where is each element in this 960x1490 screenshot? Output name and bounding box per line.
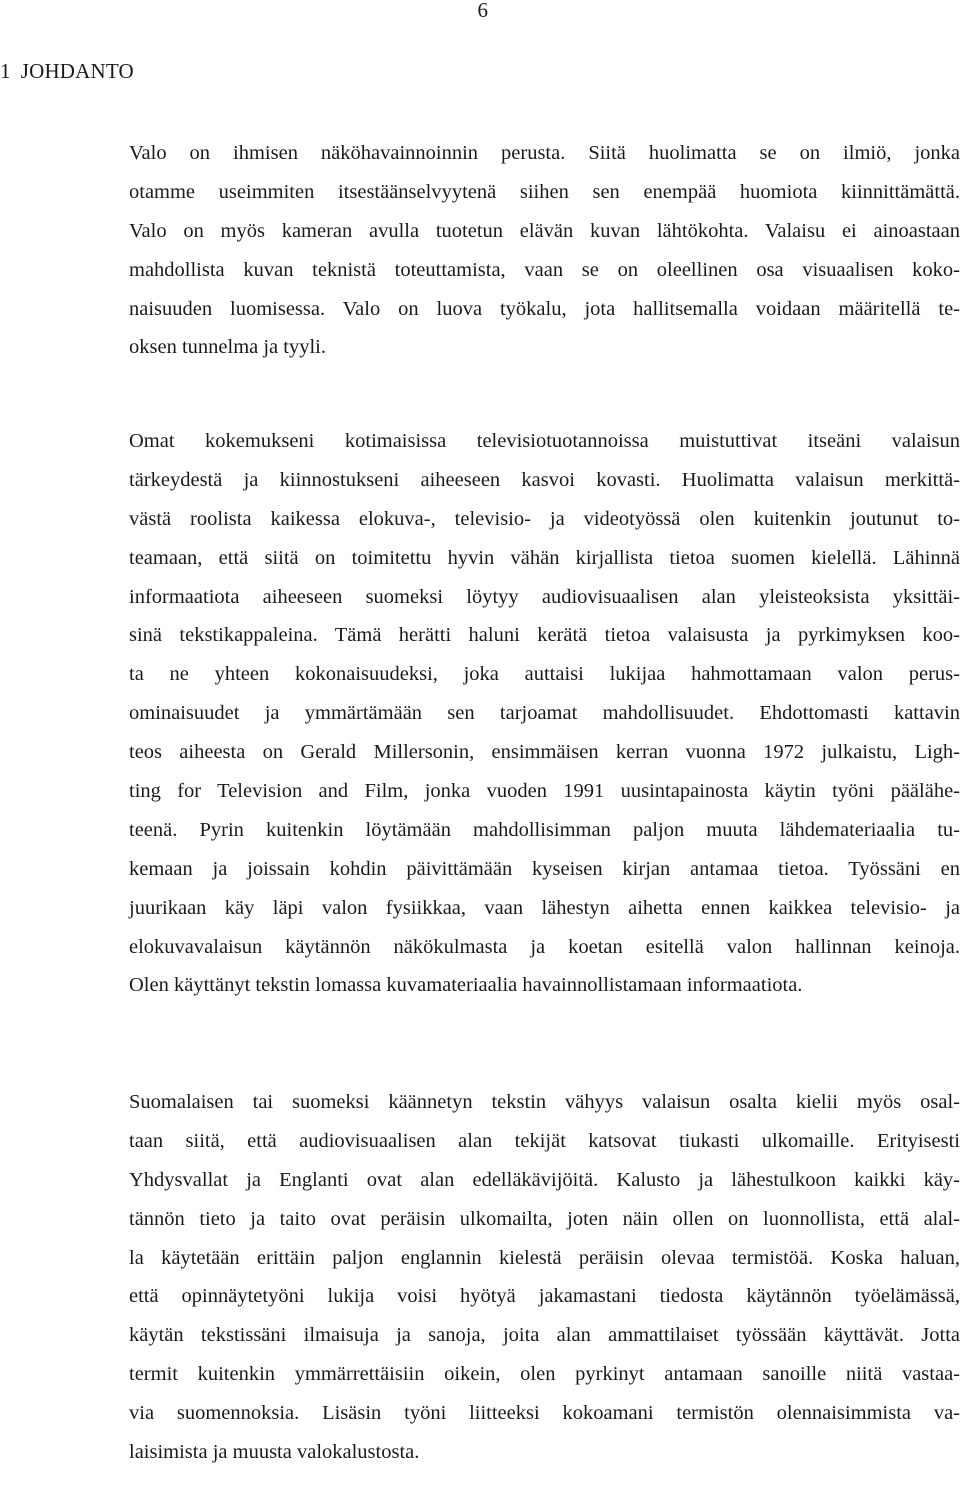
text-line: Suomalaisen tai suomeksi käännetyn tekstin vähyys valaisun osalta kielii myös osal- — [129, 1091, 960, 1113]
text-line: Olen käyttänyt tekstin lomassa kuvamateriaalia havainnollistamaan informaatiota. — [129, 974, 803, 997]
text-line: oksen tunnelma ja tyyli. — [129, 336, 326, 359]
chapter-heading — [0, 59, 134, 84]
text-line: teenä. Pyrin kuitenkin löytämään mahdollisimman paljon muuta lähdemateriaalia tu- — [129, 818, 960, 841]
text-line: otamme useimmiten itsestäänselvyytenä siihen sen enempää huomiota kiinnittämättä. — [129, 180, 960, 203]
text-line: teos aiheesta on Gerald Millersonin, ensimmäisen kerran vuonna 1972 julkaistu, Ligh- — [129, 741, 960, 764]
text-line: että opinnäytetyöni lukija voisi hyötyä jakamastani tiedosta käytännön työelämässä, — [129, 1285, 960, 1308]
text-line: laisimista ja muusta valokalustosta. — [129, 1441, 420, 1464]
text-line: Valo on ihmisen näköhavainnoinnin perusta. Siitä huolimatta se on ilmiö, jonka — [129, 142, 960, 164]
text-line: ta ne yhteen kokonaisuudeksi, joka auttaisi lukijaa hahmottamaan valon perus- — [129, 663, 960, 686]
text-line: ting for Television and Film, jonka vuoden 1991 uusintapainosta käytin työni päälähe- — [129, 780, 960, 803]
text-line: mahdollista kuvan teknistä toteuttamista, vaan se on oleellinen osa visuaalisen koko- — [129, 258, 960, 281]
text-line: kemaan ja joissain kohdin päivittämään kyseisen kirjan antamaa tietoa. Työssäni en — [129, 857, 960, 880]
chapter-title: JOHDANTO — [20, 59, 134, 83]
text-line: tännön tieto ja taito ovat peräisin ulkomailta, joten näin ollen on luonnollista, että alal- — [129, 1207, 960, 1230]
paragraph-1 — [129, 134, 960, 367]
text-line: käytän tekstissäni ilmaisuja ja sanoja, joita alan ammattilaiset työssään käyttävät. Jotta — [129, 1324, 960, 1347]
text-line: sinä tekstikappaleina. Tämä herätti haluni kerätä tietoa valaisusta ja pyrkimyksen koo- — [129, 624, 960, 647]
text-line: västä roolista kaikessa elokuva-, televisio- ja videotyössä olen kuitenkin joutunut to- — [129, 507, 960, 530]
text-line: Valo on myös kameran avulla tuotetun elävän kuvan lähtökohta. Valaisu ei ainoastaan — [129, 219, 960, 242]
text-line: teamaan, että siitä on toimitettu hyvin vähän kirjallista tietoa suomen kielellä. Lähinnä — [129, 546, 960, 569]
text-line: termit kuitenkin ymmärrettäisiin oikein, olen pyrkinyt antamaan sanoille niitä vastaa- — [129, 1363, 960, 1386]
text-line: informaatiota aiheeseen suomeksi löytyy audiovisuaalisen alan yleisteoksista yksittäi- — [129, 585, 960, 608]
text-line: via suomennoksia. Lisäsin työni liitteeksi kokoamani termistön olennaisimmista va- — [129, 1402, 960, 1425]
text-line: ominaisuudet ja ymmärtämään sen tarjoamat mahdollisuudet. Ehdottomasti kattavin — [129, 702, 960, 725]
paragraph-2 — [129, 422, 960, 1005]
text-line: taan siitä, että audiovisuaalisen alan tekijät katsovat tiukasti ulkomaille. Erityisesti — [129, 1129, 960, 1152]
text-line: naisuuden luomisessa. Valo on luova työkalu, jota hallitsemalla voidaan määritellä te- — [129, 297, 960, 320]
text-line: la käytetään erittäin paljon englannin kielestä peräisin olevaa termistöä. Koska haluan, — [129, 1246, 960, 1269]
page-number: 6 — [477, 0, 488, 22]
text-line: Yhdysvallat ja Englanti ovat alan edelläkävijöitä. Kalusto ja lähestulkoon kaikki käy- — [129, 1168, 960, 1191]
chapter-number: 1 — [0, 59, 11, 83]
text-line: Omat kokemukseni kotimaisissa televisiotuotannoissa muistuttivat itseäni valaisun — [129, 430, 960, 452]
text-line: juurikaan käy läpi valon fysiikkaa, vaan lähestyn aihetta ennen kaikkea televisio- ja — [129, 896, 960, 919]
text-line: tärkeydestä ja kiinnostukseni aiheeseen kasvoi kovasti. Huolimatta valaisun merkittä- — [129, 468, 960, 491]
paragraph-3 — [129, 1083, 960, 1472]
text-line: elokuvavalaisun käytännön näkökulmasta ja koetan esitellä valon hallinnan keinoja. — [129, 935, 960, 958]
